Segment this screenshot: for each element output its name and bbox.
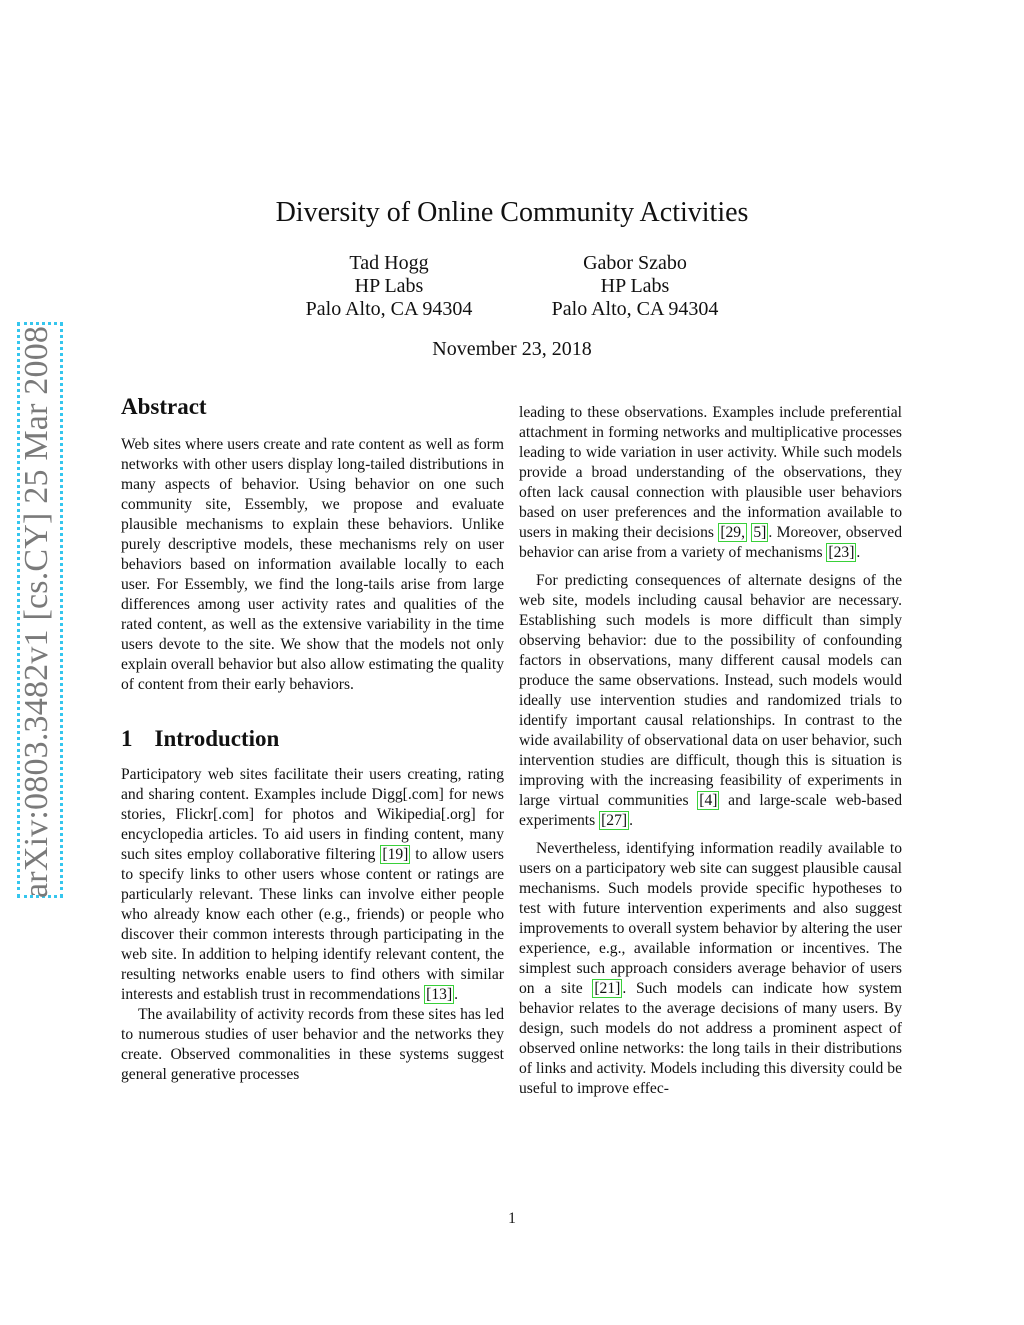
- text-run: and large-scale web-based experiments: [519, 792, 902, 829]
- author-name: Tad Hogg: [349, 252, 429, 274]
- text-run: Participatory web sites facilitate their users creating, rating and sharing content. Examples include Digg[.com] for news stories, Flickr[.com] for photos and Wikipedia[.org] for encyclopedia articles. To aid users in finding content, many such sites employ collaborative filtering: [121, 766, 504, 863]
- section-title: Introduction: [154, 726, 280, 751]
- author-location: Palo Alto, CA 94304: [551, 298, 719, 320]
- author-name: Gabor Szabo: [583, 252, 687, 274]
- paper-title: Diversity of Online Community Activities: [275, 197, 749, 228]
- text-run: . Moreover, observed behavior can arise from a variety of mechanisms: [519, 524, 903, 561]
- page-number: 1: [508, 1210, 516, 1227]
- citation-link[interactable]: [27]: [601, 812, 628, 829]
- citation-link[interactable]: [23]: [828, 544, 855, 561]
- author-affiliation: HP Labs: [354, 275, 424, 297]
- intro-heading: [121, 726, 504, 751]
- citation-link[interactable]: [29,: [720, 524, 745, 541]
- text-run: . Such models can indicate how system behavior relates to the average decisions of many users. By design, such models do not address a prominent aspect of observed online networks: the long tails in their distributions of links and activity. Models including this diversity could be useful to improve effec-: [519, 980, 902, 1097]
- abstract-heading: Abstract: [121, 394, 207, 419]
- text-run: Nevertheless, identifying information readily available to users on a participatory web site can suggest plausible causal mechanisms. Such models provide specific hypotheses to test with future intervention experiments and also suggest improvements to overall system behavior by altering the user experience, e.g., available information or incentives. The simplest such approach considers average behavior of users on a site: [519, 840, 902, 997]
- section-number: 1: [121, 726, 133, 751]
- right-paragraph-3: [519, 839, 902, 1099]
- author-block-2: [525, 252, 745, 321]
- citation-link[interactable]: [19]: [382, 846, 409, 863]
- text-run: .: [856, 544, 861, 561]
- text-run: .: [454, 986, 459, 1003]
- author-location: Palo Alto, CA 94304: [305, 298, 473, 320]
- text-run: leading to these observations. Examples include preferential attachment in forming networks and multiplicative processes leading to wide variation in user activity. While such models provide a broad understanding of the observations, they often lack causal connection with plausible user behaviors based on user preferences and the information available to users in making their decisions: [519, 404, 902, 541]
- intro-paragraph-1: [121, 765, 504, 1005]
- arxiv-stamp: arXiv:0803.3482v1 [cs.CY] 25 Mar 2008: [18, 325, 55, 898]
- citation-link[interactable]: [13]: [426, 986, 453, 1003]
- text-run: .: [629, 812, 633, 829]
- text-run: to allow users to specify links to other users whose content or ratings are particularly relevant. These links can involve either people who already know each other (e.g., friends) or people who discover their common interests through participating in the web site. In addition to helping identify relevant content, the resulting networks enable users to find others with similar interests and establish trust in recommendations: [121, 846, 504, 1003]
- right-paragraph-1: [519, 403, 902, 563]
- intro-paragraph-2: The availability of activity records from these sites has led to numerous studies of user behavior and the networks they create. Observed commonalities in these systems suggest general generative processes: [121, 1006, 504, 1083]
- author-affiliation: HP Labs: [600, 275, 670, 297]
- left-column: [121, 394, 504, 1085]
- citation-link[interactable]: 5]: [753, 524, 767, 541]
- citation-link[interactable]: [21]: [594, 980, 621, 997]
- paper-date: November 23, 2018: [432, 338, 592, 360]
- right-column: [519, 403, 902, 1099]
- text-run: For predicting consequences of alternate designs of the web site, models including causal behavior are necessary. Establishing such models is more difficult than simply observing behavior: due to the possibility of confounding factors in observations, many different causal models can produce the same observations. Instead, such models would ideally use intervention studies and randomized trials to identify important causal relationships. In contrast to the wide availability of observational data on user behavior, such intervention studies are difficult, though this is situation is improving with the increasing feasibility of experiments in large virtual communities: [519, 572, 902, 809]
- right-paragraph-2: [519, 571, 902, 831]
- citation-link[interactable]: [4]: [699, 792, 718, 809]
- abstract-text: Web sites where users create and rate content as well as form networks with other users display long-tailed distributions in many aspects of behavior. Using behavior on one such community site, Essembly, we propose and evaluate plausible mechanisms to explain these behaviors. Unlike purely descriptive models, these mechanisms rely on user behaviors based on information available locally to each user. For Essembly, we find the long-tails arise from large differences among user activity rates and qualities of the rated content, as well as the extensive variability in the time users devote to the site. We show that the models not only explain overall behavior but also allow estimating the quality of content from their early behaviors.: [121, 436, 504, 693]
- author-block-1: [279, 252, 499, 321]
